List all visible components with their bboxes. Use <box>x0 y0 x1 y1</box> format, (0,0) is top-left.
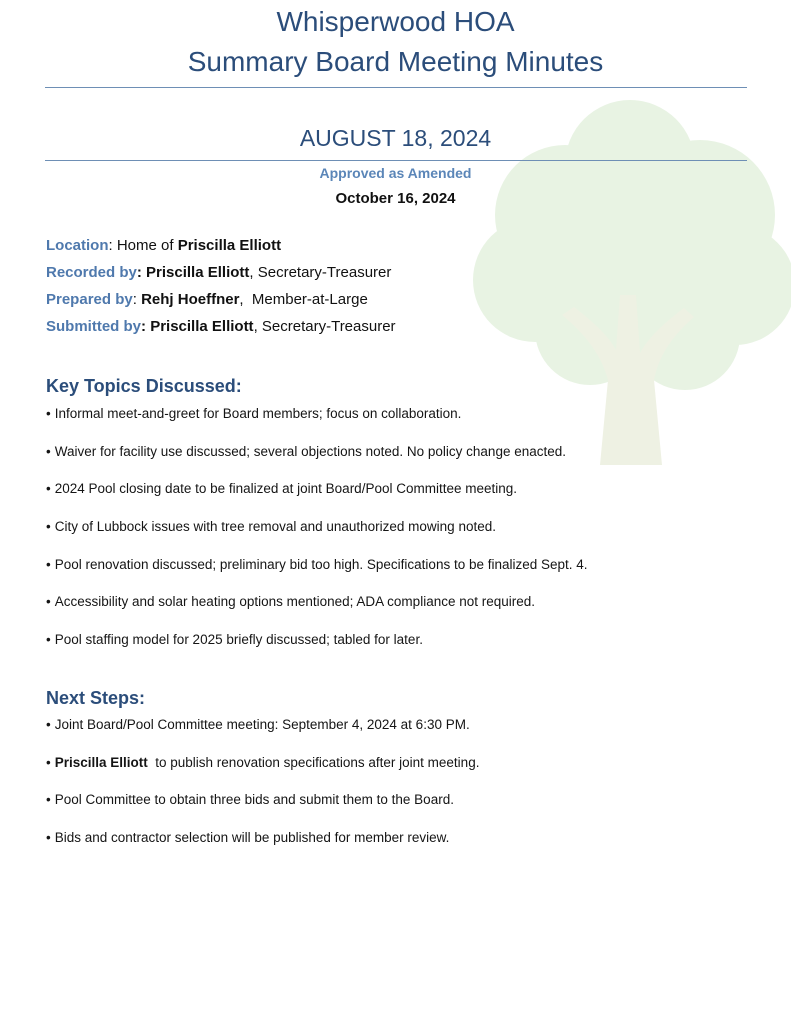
recorded-by-name: Priscilla Elliott <box>146 264 250 281</box>
list-item-text: Accessibility and solar heating options mentioned; ADA compliance not required. <box>54 594 536 610</box>
assignee-name: Priscilla Elliott <box>54 754 148 770</box>
bullet-icon: • <box>46 443 51 459</box>
location-line <box>46 236 281 256</box>
org-title: Whisperwood HOA <box>276 6 515 37</box>
list-item-text: Informal meet-and-greet for Board members; focus on collaboration. <box>54 406 462 421</box>
prepared-by-label: Prepared by <box>46 291 133 308</box>
meeting-date: AUGUST 18, 2024 <box>299 125 492 151</box>
list-item-text: City of Lubbock issues with tree removal and unauthorized mowing noted. <box>54 519 496 535</box>
submitted-by-label: Submitted by <box>46 318 142 335</box>
list-item <box>46 716 479 734</box>
key-topics-list <box>46 405 588 669</box>
list-item-text: Bids and contractor selection will be published for member review. <box>54 830 450 846</box>
bullet-icon: • <box>46 754 51 770</box>
next-steps-heading: Next Steps: <box>46 688 146 708</box>
bullet-icon: • <box>46 594 51 610</box>
submitted-by-name: Priscilla Elliott <box>150 318 254 335</box>
bullet-icon: • <box>46 406 51 421</box>
bullet-icon: • <box>46 792 51 808</box>
list-item-text: Pool Committee to obtain three bids and submit them to the Board. <box>54 792 454 808</box>
bullet-icon: • <box>46 717 51 732</box>
list-item-text: 2024 Pool closing date to be finalized at joint Board/Pool Committee meeting. <box>54 481 518 497</box>
list-item <box>46 829 479 847</box>
list-item <box>46 480 588 498</box>
bullet-icon: • <box>46 632 51 648</box>
date-divider <box>45 160 747 161</box>
prepared-by-name: Rehj Hoeffner <box>141 291 240 308</box>
list-item-text: Pool staffing model for 2025 briefly discussed; tabled for later. <box>54 632 423 648</box>
bullet-icon: • <box>46 519 51 535</box>
prepared-by-sep: : <box>132 291 142 308</box>
recorded-by-role: , Secretary-Treasurer <box>249 264 392 281</box>
submitted-by-line <box>46 317 396 337</box>
bullet-icon: • <box>46 556 51 572</box>
list-item-text: Pool renovation discussed; preliminary bid too high. Specifications to be finalized Sept. 4. <box>54 556 588 572</box>
list-item <box>46 518 588 536</box>
list-item-text: Joint Board/Pool Committee meeting: September 4, 2024 at 6:30 PM. <box>54 717 470 732</box>
document-title: Summary Board Meeting Minutes <box>187 46 604 77</box>
submitted-by-role: , Secretary-Treasurer <box>253 318 396 335</box>
bullet-icon: • <box>46 481 51 497</box>
list-item <box>46 754 479 772</box>
list-item <box>46 405 588 423</box>
recorded-by-sep: : <box>136 264 147 281</box>
list-item <box>46 443 588 461</box>
location-sep: : Home of <box>108 237 178 254</box>
recorded-by-label: Recorded by <box>46 264 137 281</box>
bullet-icon: • <box>46 830 51 846</box>
recorded-by-line <box>46 263 391 283</box>
submitted-by-sep: : <box>141 318 151 335</box>
prepared-by-role: , Member-at-Large <box>239 291 368 308</box>
location-label: Location <box>46 237 109 254</box>
prepared-by-line <box>46 290 368 310</box>
location-name: Priscilla Elliott <box>177 237 282 254</box>
next-steps-list <box>46 716 479 867</box>
list-item-text: to publish renovation specifications after joint meeting. <box>147 754 480 770</box>
key-topics-heading: Key Topics Discussed: <box>46 376 242 396</box>
list-item <box>46 593 588 611</box>
list-item <box>46 556 588 574</box>
approval-date: October 16, 2024 <box>335 190 456 207</box>
title-divider <box>45 87 747 88</box>
list-item <box>46 791 479 809</box>
list-item-text: Waiver for facility use discussed; several objections noted. No policy change enacted. <box>54 443 567 459</box>
list-item <box>46 631 588 649</box>
approval-status: Approved as Amended <box>319 165 472 181</box>
